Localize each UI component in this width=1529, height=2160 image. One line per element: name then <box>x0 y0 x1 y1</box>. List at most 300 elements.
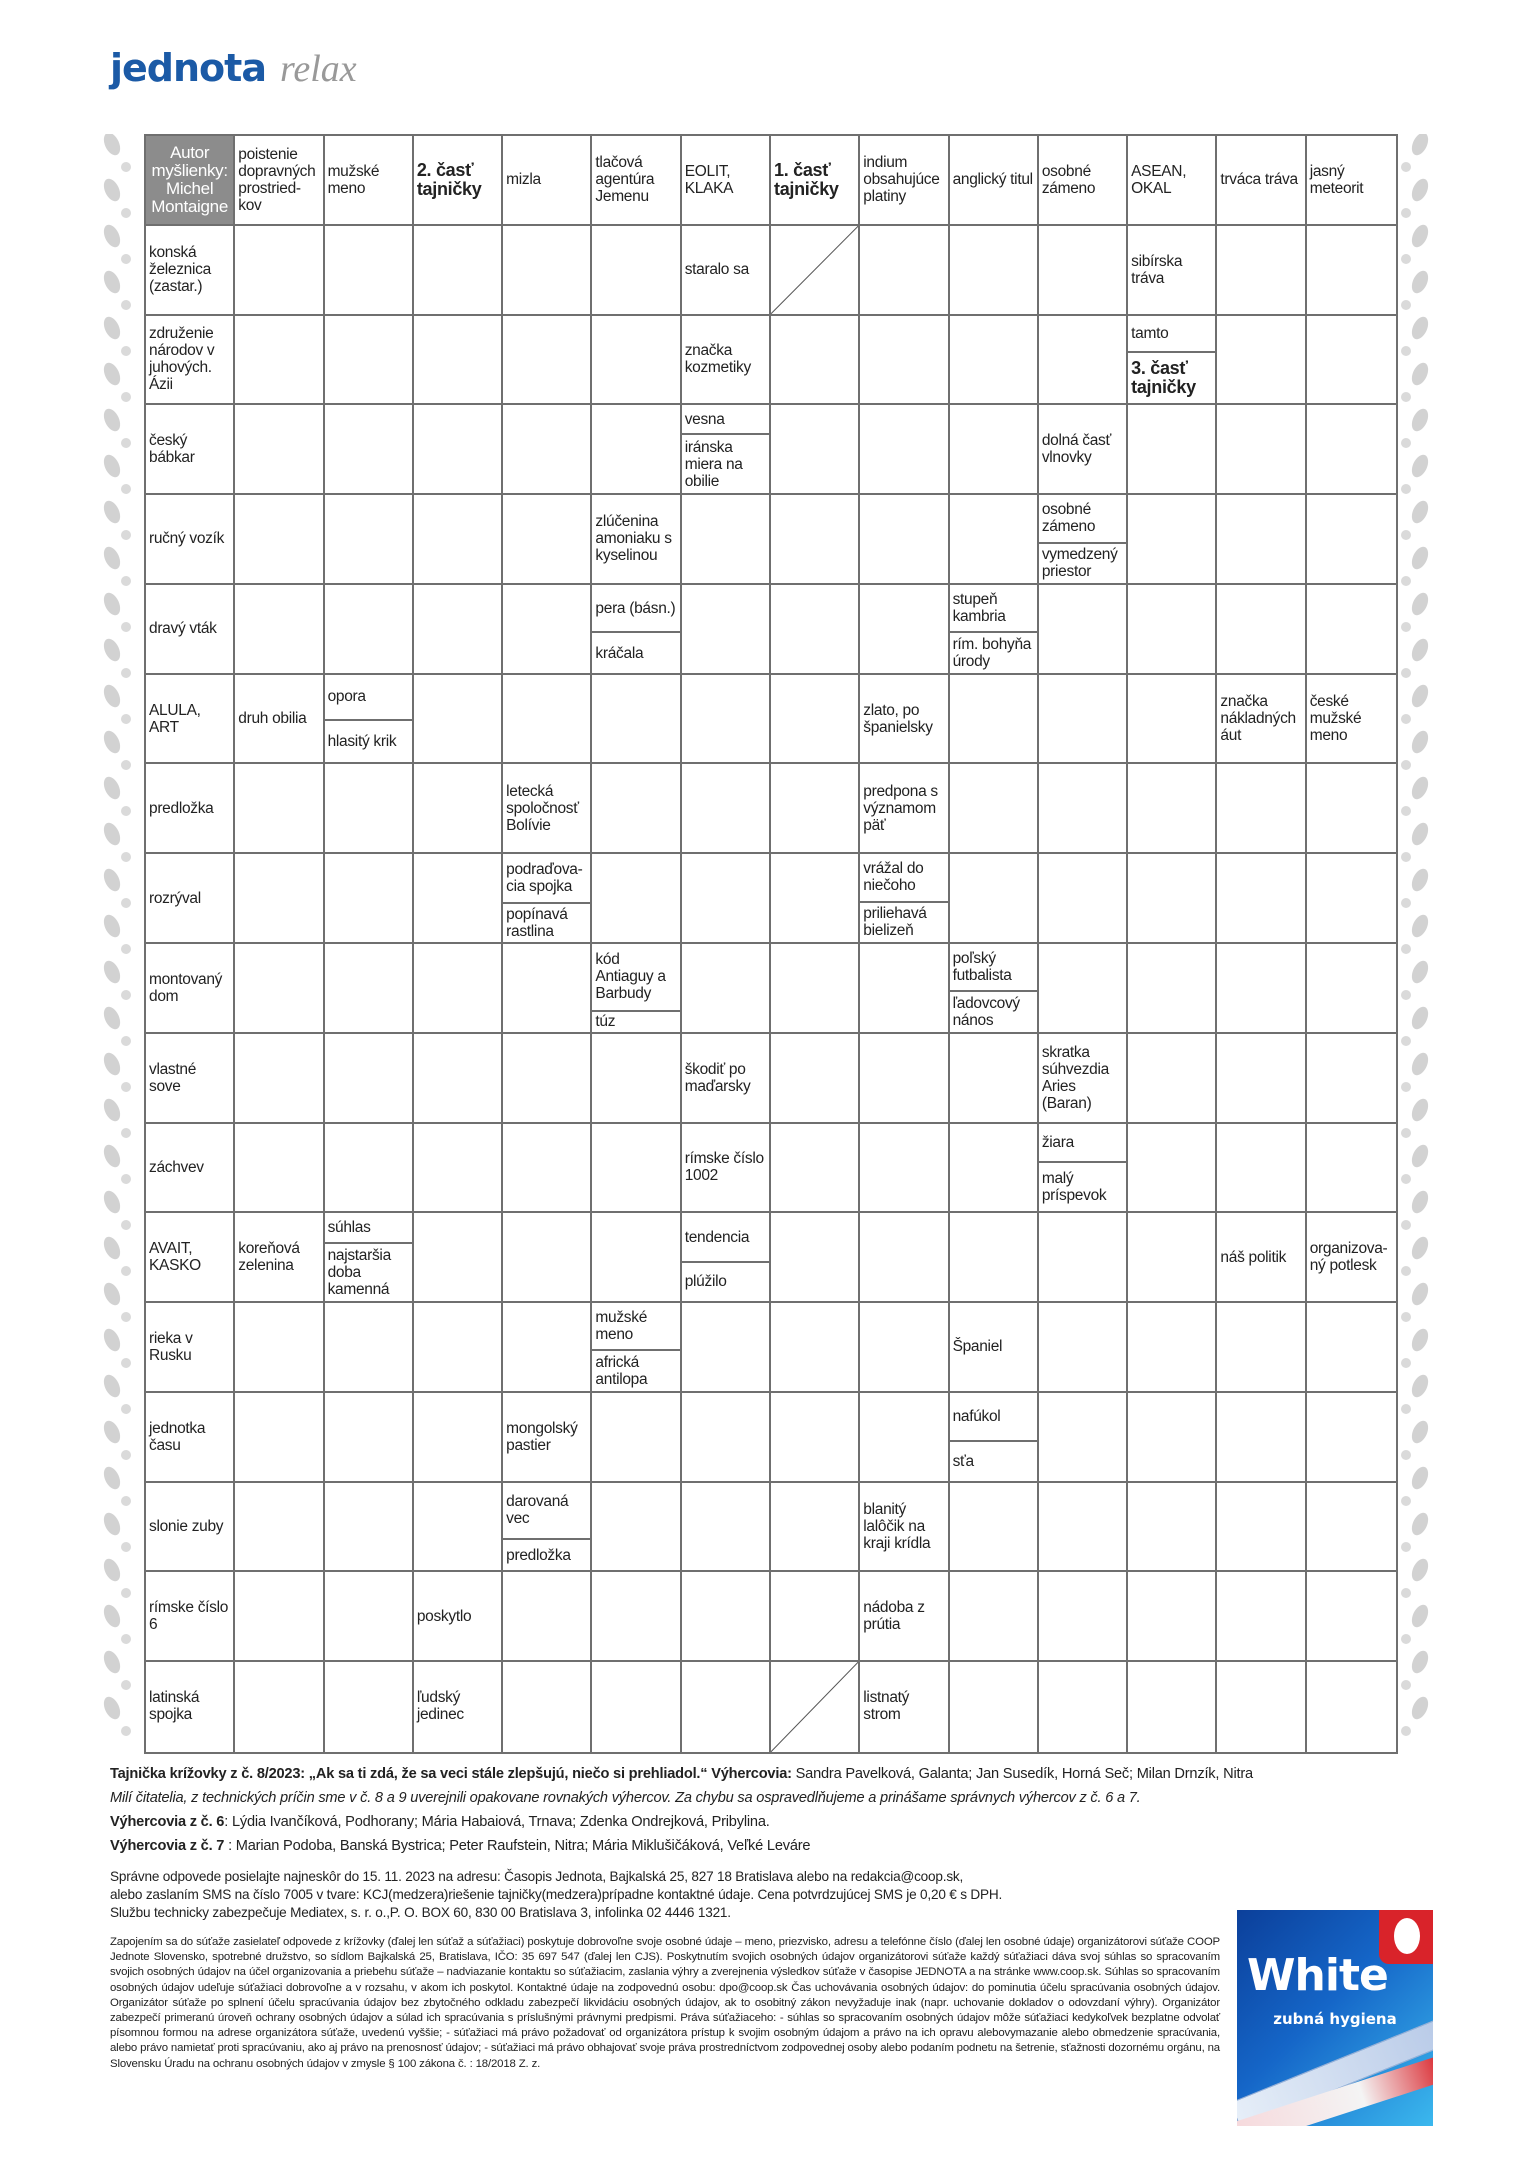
clue-text: konská železnica (zastar.) <box>149 244 211 296</box>
answer-cell[interactable] <box>235 405 324 495</box>
answer-cell[interactable] <box>950 764 1039 854</box>
answer-cell[interactable] <box>503 405 592 495</box>
clue-text: opora <box>327 688 366 706</box>
answer-cell[interactable] <box>235 854 324 944</box>
answer-cell[interactable] <box>1039 1572 1128 1662</box>
clue-text: anglický titul <box>952 171 1033 189</box>
answer-cell[interactable] <box>682 764 771 854</box>
answer-cell[interactable] <box>414 1483 503 1573</box>
clue-text: rím. bohyňa úrody <box>950 631 1037 672</box>
answer-cell[interactable] <box>592 1124 681 1214</box>
answer-cell[interactable] <box>235 1034 324 1124</box>
clue-text: záchvev <box>149 1158 204 1176</box>
answer-cell[interactable] <box>1128 764 1217 854</box>
ad-tagline: zubná hygiena <box>1273 2010 1397 2028</box>
answer-cell[interactable] <box>1039 1393 1128 1483</box>
answer-cell[interactable] <box>1307 226 1396 316</box>
answer-cell[interactable] <box>1307 1393 1396 1483</box>
clue-text: značka nákladných áut <box>1220 693 1296 745</box>
answer-cell[interactable] <box>771 495 860 585</box>
answer-cell[interactable] <box>1039 1303 1128 1393</box>
clue-cell <box>860 1662 949 1752</box>
clue-cell <box>682 316 771 406</box>
answer-cell[interactable] <box>1039 1662 1128 1752</box>
answer-cell[interactable] <box>1307 1303 1396 1393</box>
white-advertisement[interactable] <box>1237 1910 1433 2126</box>
clue-text: ľadovcový nános <box>950 990 1037 1032</box>
clue-text: poskytlo <box>416 1607 472 1625</box>
answer-cell[interactable] <box>1128 1572 1217 1662</box>
clue-cell <box>1307 675 1396 765</box>
clue-text: zlúčenina amoniaku s kyselinou <box>595 513 672 565</box>
answer-cell[interactable] <box>1128 1662 1217 1752</box>
send-line: alebo zaslaním SMS na číslo 7005 v tvare: KCJ(medzera)riešenie tajničky(medzera)prípadne kontaktné údaje. Cena potvrdzujúcej SMS je 0,20 € s DPH. <box>110 1887 1003 1902</box>
answer-cell[interactable] <box>1128 944 1217 1034</box>
clue-text: trváca tráva <box>1220 171 1298 189</box>
answer-cell[interactable] <box>325 405 414 495</box>
clue-cell <box>146 1124 235 1214</box>
clue-text: osobné zámeno <box>1041 501 1096 536</box>
clue-cell <box>146 1572 235 1662</box>
answer-cell[interactable] <box>235 764 324 854</box>
clue-cell <box>1307 136 1396 226</box>
answer-cell[interactable] <box>1128 854 1217 944</box>
answer-cell[interactable] <box>771 1124 860 1214</box>
answer-cell[interactable] <box>1039 764 1128 854</box>
clue-cell <box>146 1034 235 1124</box>
answer-cell[interactable] <box>1217 1303 1306 1393</box>
clue-text: ASEAN, OKAL <box>1131 162 1187 197</box>
clue-cell <box>146 136 235 226</box>
clue-cell <box>146 764 235 854</box>
clue-text: priliehavá bielizeň <box>860 901 947 942</box>
clue-cell <box>146 316 235 406</box>
answer-cell[interactable] <box>414 854 503 944</box>
answer-cell[interactable] <box>860 944 949 1034</box>
answer-cell[interactable] <box>950 1662 1039 1752</box>
answer-cell[interactable] <box>325 1662 414 1752</box>
answer-cell[interactable] <box>771 1213 860 1303</box>
clue-text: mužské meno <box>595 1308 648 1343</box>
answer-cell[interactable] <box>1128 405 1217 495</box>
answer-cell[interactable] <box>592 1572 681 1662</box>
answer-cell[interactable] <box>235 1124 324 1214</box>
answer-cell[interactable] <box>1217 495 1306 585</box>
folk-ornament-right-icon <box>1396 134 1432 1754</box>
answer-cell[interactable] <box>414 1124 503 1214</box>
answer-cell[interactable] <box>771 764 860 854</box>
clue-cell <box>146 675 235 765</box>
clue-cell <box>592 495 681 585</box>
answer-cell[interactable] <box>950 1572 1039 1662</box>
answer-cell[interactable] <box>414 1303 503 1393</box>
answer-cell[interactable] <box>1307 854 1396 944</box>
answer-cell[interactable] <box>1039 1213 1128 1303</box>
answer-cell[interactable] <box>1039 316 1128 406</box>
answer-cell[interactable] <box>950 226 1039 316</box>
answer-cell[interactable] <box>950 1124 1039 1214</box>
answer-cell[interactable] <box>592 226 681 316</box>
answer-cell[interactable] <box>235 1572 324 1662</box>
clue-text: organizova-ný potlesk <box>1309 1240 1388 1275</box>
clue-cell <box>146 226 235 316</box>
answer-cell[interactable] <box>950 1483 1039 1573</box>
answer-cell[interactable] <box>1039 1483 1128 1573</box>
answer-cell[interactable] <box>325 944 414 1034</box>
clue-cell <box>503 136 592 226</box>
answer-cell[interactable] <box>771 585 860 675</box>
clue-text: túz <box>592 1010 679 1032</box>
answer-cell[interactable] <box>1039 675 1128 765</box>
answer-cell[interactable] <box>1128 495 1217 585</box>
answer-cell[interactable] <box>503 1572 592 1662</box>
answer-cell[interactable] <box>325 226 414 316</box>
answer-cell[interactable] <box>860 316 949 406</box>
answer-cell[interactable] <box>1217 854 1306 944</box>
answer-cell[interactable] <box>860 1124 949 1214</box>
answer-cell[interactable] <box>592 1393 681 1483</box>
clue-text: združenie národov v juhových. Ázii <box>149 325 215 394</box>
folk-ornament-left-icon <box>100 134 136 1754</box>
clue-text: letecká spoločnosť Bolívie <box>506 782 579 834</box>
clue-text: tlačová agentúra Jemenu <box>595 154 655 206</box>
clue-text: dravý vták <box>149 620 217 638</box>
clue-text: poľský futbalista <box>952 949 1012 984</box>
answer-cell[interactable] <box>592 1034 681 1124</box>
answer-cell[interactable] <box>503 1034 592 1124</box>
clue-cell <box>592 1303 681 1393</box>
answer-cell[interactable] <box>682 1483 771 1573</box>
answer-cell[interactable] <box>950 1034 1039 1124</box>
diagonal-divider-icon <box>771 226 858 314</box>
clue-cell <box>1128 136 1217 226</box>
answer-cell[interactable] <box>503 1662 592 1752</box>
clue-cell <box>414 1662 503 1752</box>
clue-text: africká antilopa <box>592 1349 679 1391</box>
answer-cell[interactable] <box>860 1393 949 1483</box>
clue-cell <box>1217 1213 1306 1303</box>
answer-cell-split[interactable] <box>771 1662 860 1752</box>
answer-cell[interactable] <box>682 1572 771 1662</box>
answer-cell[interactable] <box>325 585 414 675</box>
clue-text: latinská spojka <box>149 1689 200 1724</box>
clue-text: sibírska tráva <box>1131 252 1183 287</box>
clue-cell <box>1039 1034 1128 1124</box>
answer-cell[interactable] <box>682 854 771 944</box>
answer-cell[interactable] <box>325 764 414 854</box>
answer-cell[interactable] <box>325 1572 414 1662</box>
answer-cell[interactable] <box>950 675 1039 765</box>
answer-cell[interactable] <box>414 1034 503 1124</box>
answer-cell[interactable] <box>1217 316 1306 406</box>
answer-cell[interactable] <box>1128 585 1217 675</box>
clue-text: vlastné sove <box>149 1060 197 1095</box>
answer-cell[interactable] <box>771 675 860 765</box>
answer-cell[interactable] <box>1307 405 1396 495</box>
results-section <box>110 1762 1410 1858</box>
answer-cell[interactable] <box>950 405 1039 495</box>
clue-text: darovaná vec <box>506 1493 569 1528</box>
clue-text: EOLIT, KLAKA <box>684 162 734 197</box>
answer-cell[interactable] <box>503 944 592 1034</box>
answer-cell-split[interactable] <box>771 226 860 316</box>
answer-cell[interactable] <box>771 1572 860 1662</box>
answer-cell[interactable] <box>235 944 324 1034</box>
answer-cell[interactable] <box>682 944 771 1034</box>
winners-7-label: Výhercovia z č. 7 <box>110 1838 225 1854</box>
answer-cell[interactable] <box>592 854 681 944</box>
clue-cell <box>682 1124 771 1214</box>
answer-cell[interactable] <box>1307 944 1396 1034</box>
answer-cell[interactable] <box>414 764 503 854</box>
answer-cell[interactable] <box>950 316 1039 406</box>
answer-cell[interactable] <box>503 226 592 316</box>
answer-cell[interactable] <box>503 1303 592 1393</box>
answer-cell[interactable] <box>1039 585 1128 675</box>
answer-cell[interactable] <box>325 1124 414 1214</box>
clue-cell <box>1039 495 1128 585</box>
answer-cell[interactable] <box>950 854 1039 944</box>
answer-cell[interactable] <box>1307 495 1396 585</box>
clue-text: AVAIT, KASKO <box>149 1240 201 1275</box>
answer-cell[interactable] <box>1307 585 1396 675</box>
clue-text: kráčala <box>592 631 679 672</box>
answer-cell[interactable] <box>1307 1572 1396 1662</box>
answer-cell[interactable] <box>503 1213 592 1303</box>
clue-text: české mužské meno <box>1309 693 1362 745</box>
answer-cell[interactable] <box>325 1483 414 1573</box>
answer-cell[interactable] <box>1307 316 1396 406</box>
answer-cell[interactable] <box>235 316 324 406</box>
answer-cell[interactable] <box>325 495 414 585</box>
answer-cell[interactable] <box>414 675 503 765</box>
answer-cell[interactable] <box>771 1393 860 1483</box>
secret-label: Tajnička krížovky z č. 8/2023: „Ak sa ti zdá, že sa veci stále zlepšujú, niečo si prehliadol.“ <box>110 1766 708 1782</box>
clue-cell <box>146 585 235 675</box>
answer-cell[interactable] <box>860 226 949 316</box>
answer-cell[interactable] <box>1217 405 1306 495</box>
answer-cell[interactable] <box>771 405 860 495</box>
answer-cell[interactable] <box>414 316 503 406</box>
answer-cell[interactable] <box>1217 1483 1306 1573</box>
clue-text: sťa <box>950 1440 1037 1480</box>
answer-cell[interactable] <box>1128 1483 1217 1573</box>
answer-cell[interactable] <box>1128 1034 1217 1124</box>
clue-cell <box>1307 1213 1396 1303</box>
clue-cell <box>146 1303 235 1393</box>
answer-cell[interactable] <box>325 1034 414 1124</box>
answer-cell[interactable] <box>503 495 592 585</box>
answer-cell[interactable] <box>1217 1393 1306 1483</box>
winners-label: Výhercovia: <box>711 1766 792 1782</box>
clue-text: rímske číslo 6 <box>149 1599 229 1634</box>
clue-text: nádoba z prútia <box>863 1599 925 1634</box>
answer-cell[interactable] <box>771 1303 860 1393</box>
answer-cell[interactable] <box>592 405 681 495</box>
answer-cell[interactable] <box>1217 585 1306 675</box>
answer-cell[interactable] <box>503 1124 592 1214</box>
answer-cell[interactable] <box>1128 1124 1217 1214</box>
clue-cell <box>235 136 324 226</box>
section-name: relax <box>279 48 357 90</box>
answer-cell[interactable] <box>682 585 771 675</box>
answer-cell[interactable] <box>860 405 949 495</box>
answer-cell[interactable] <box>1307 764 1396 854</box>
answer-cell[interactable] <box>592 316 681 406</box>
clue-text: plúžilo <box>682 1261 769 1301</box>
answer-cell[interactable] <box>860 1034 949 1124</box>
clue-text: podraďova-cia spojka <box>506 861 583 896</box>
clue-cell <box>503 854 592 944</box>
clue-text: druh obilia <box>238 710 307 728</box>
answer-cell[interactable] <box>771 1483 860 1573</box>
answer-cell[interactable] <box>235 1393 324 1483</box>
answer-cell[interactable] <box>414 226 503 316</box>
clue-cell <box>860 1572 949 1662</box>
answer-cell[interactable] <box>592 1483 681 1573</box>
answer-cell[interactable] <box>325 854 414 944</box>
clue-cell <box>1039 136 1128 226</box>
clue-text: mongolský pastier <box>506 1419 578 1454</box>
secret-part-clue: 3. časť tajničky <box>1128 351 1215 404</box>
answer-cell[interactable] <box>950 495 1039 585</box>
answer-cell[interactable] <box>235 1303 324 1393</box>
answer-cell[interactable] <box>235 585 324 675</box>
answer-cell[interactable] <box>592 675 681 765</box>
answer-cell[interactable] <box>592 1662 681 1752</box>
clue-text: dolná časť vlnovky <box>1041 432 1112 467</box>
brand-name: jednota <box>110 46 266 90</box>
answer-cell[interactable] <box>414 495 503 585</box>
clue-text: staralo sa <box>684 261 749 279</box>
answer-cell[interactable] <box>1307 1483 1396 1573</box>
answer-cell[interactable] <box>235 495 324 585</box>
answer-cell[interactable] <box>771 1034 860 1124</box>
clue-text: tamto <box>1131 324 1169 342</box>
clue-text: popínavá rastlina <box>503 902 590 942</box>
answer-cell[interactable] <box>1217 1124 1306 1214</box>
answer-cell[interactable] <box>682 1393 771 1483</box>
clue-cell <box>860 1483 949 1573</box>
answer-cell[interactable] <box>325 316 414 406</box>
answer-cell[interactable] <box>860 1303 949 1393</box>
clue-text: predložka <box>503 1538 590 1570</box>
clue-cell <box>950 1303 1039 1393</box>
clue-cell <box>325 136 414 226</box>
clue-cell <box>146 1662 235 1752</box>
clue-text: montovaný dom <box>149 970 223 1005</box>
answer-cell[interactable] <box>503 585 592 675</box>
clue-cell <box>592 585 681 675</box>
clue-text: slonie zuby <box>149 1518 224 1536</box>
answer-cell[interactable] <box>950 1213 1039 1303</box>
answer-cell[interactable] <box>771 854 860 944</box>
clue-text: rímske číslo 1002 <box>684 1150 764 1185</box>
answer-cell[interactable] <box>414 405 503 495</box>
answer-cell[interactable] <box>771 316 860 406</box>
answer-cell[interactable] <box>1039 944 1128 1034</box>
answer-cell[interactable] <box>1039 854 1128 944</box>
answer-cell[interactable] <box>235 1662 324 1752</box>
winners-list: Sandra Pavelková, Galanta; Jan Susedík, Horná Seč; Milan Drnzík, Nitra <box>795 1766 1253 1782</box>
answer-cell[interactable] <box>414 585 503 675</box>
clue-text: rieka v Rusku <box>149 1329 193 1364</box>
answer-cell[interactable] <box>1217 764 1306 854</box>
answer-cell[interactable] <box>414 1393 503 1483</box>
answer-cell[interactable] <box>860 1213 949 1303</box>
answer-cell[interactable] <box>325 1393 414 1483</box>
secret-author-clue: Autor myšlienky: Michel Montaigne <box>146 136 233 224</box>
answer-cell[interactable] <box>1307 1034 1396 1124</box>
answer-cell[interactable] <box>325 1303 414 1393</box>
clue-cell <box>682 136 771 226</box>
answer-cell[interactable] <box>860 585 949 675</box>
clue-text: jednotka času <box>149 1419 206 1454</box>
answer-cell[interactable] <box>1307 1124 1396 1214</box>
clue-cell <box>146 944 235 1034</box>
clue-cell <box>503 764 592 854</box>
answer-cell[interactable] <box>235 226 324 316</box>
winners-7-list: : Marian Podoba, Banská Bystrica; Peter Raufstein, Nitra; Mária Miklušičáková, Veľké Leváre <box>224 1838 811 1854</box>
answer-cell[interactable] <box>1217 1662 1306 1752</box>
apology-text: Milí čitatelia, z technických príčin sme v č. 8 a 9 uverejnili opakovane rovnakých výhercov. Za chybu sa ospravedlňujeme a prinášame správnych výhercov z č. 6 a 7. <box>110 1790 1141 1806</box>
clue-cell <box>860 854 949 944</box>
clue-text: skratka súhvezdia Aries (Baran) <box>1041 1043 1109 1112</box>
clue-cell <box>682 226 771 316</box>
answer-cell[interactable] <box>771 944 860 1034</box>
answer-cell[interactable] <box>235 1483 324 1573</box>
clue-text: malý príspevok <box>1039 1161 1126 1211</box>
apology-note <box>110 1786 1410 1810</box>
answer-cell[interactable] <box>1128 1393 1217 1483</box>
clue-cell <box>503 1483 592 1573</box>
answer-cell[interactable] <box>1128 1213 1217 1303</box>
clue-cell <box>1128 226 1217 316</box>
answer-cell[interactable] <box>1128 1303 1217 1393</box>
answer-cell[interactable] <box>503 675 592 765</box>
answer-cell[interactable] <box>1307 1662 1396 1752</box>
clue-text: jasný meteorit <box>1309 162 1364 197</box>
answer-cell[interactable] <box>860 495 949 585</box>
clue-cell <box>682 1034 771 1124</box>
answer-cell[interactable] <box>503 316 592 406</box>
answer-cell[interactable] <box>414 1213 503 1303</box>
answer-cell[interactable] <box>1128 675 1217 765</box>
clue-cell <box>682 405 771 495</box>
answer-cell[interactable] <box>592 764 681 854</box>
answer-cell[interactable] <box>1217 944 1306 1034</box>
answer-cell[interactable] <box>682 1662 771 1752</box>
answer-cell[interactable] <box>414 944 503 1034</box>
answer-cell[interactable] <box>682 675 771 765</box>
clue-cell <box>860 764 949 854</box>
answer-cell[interactable] <box>682 495 771 585</box>
answer-cell[interactable] <box>1217 226 1306 316</box>
winners-7 <box>110 1834 1410 1858</box>
answer-cell[interactable] <box>682 1303 771 1393</box>
answer-cell[interactable] <box>1217 1034 1306 1124</box>
send-instructions <box>110 1868 1110 1922</box>
clue-text: poistenie dopravných prostried-kov <box>238 145 316 214</box>
clue-cell <box>325 1213 414 1303</box>
answer-cell[interactable] <box>592 1213 681 1303</box>
answer-cell[interactable] <box>1217 1572 1306 1662</box>
clue-cell <box>1128 316 1217 406</box>
clue-text: český bábkar <box>149 432 195 467</box>
clue-text: blanitý lalôčik na kraji krídla <box>863 1501 931 1553</box>
clue-text: koreňová zelenina <box>238 1240 300 1275</box>
answer-cell[interactable] <box>1039 226 1128 316</box>
